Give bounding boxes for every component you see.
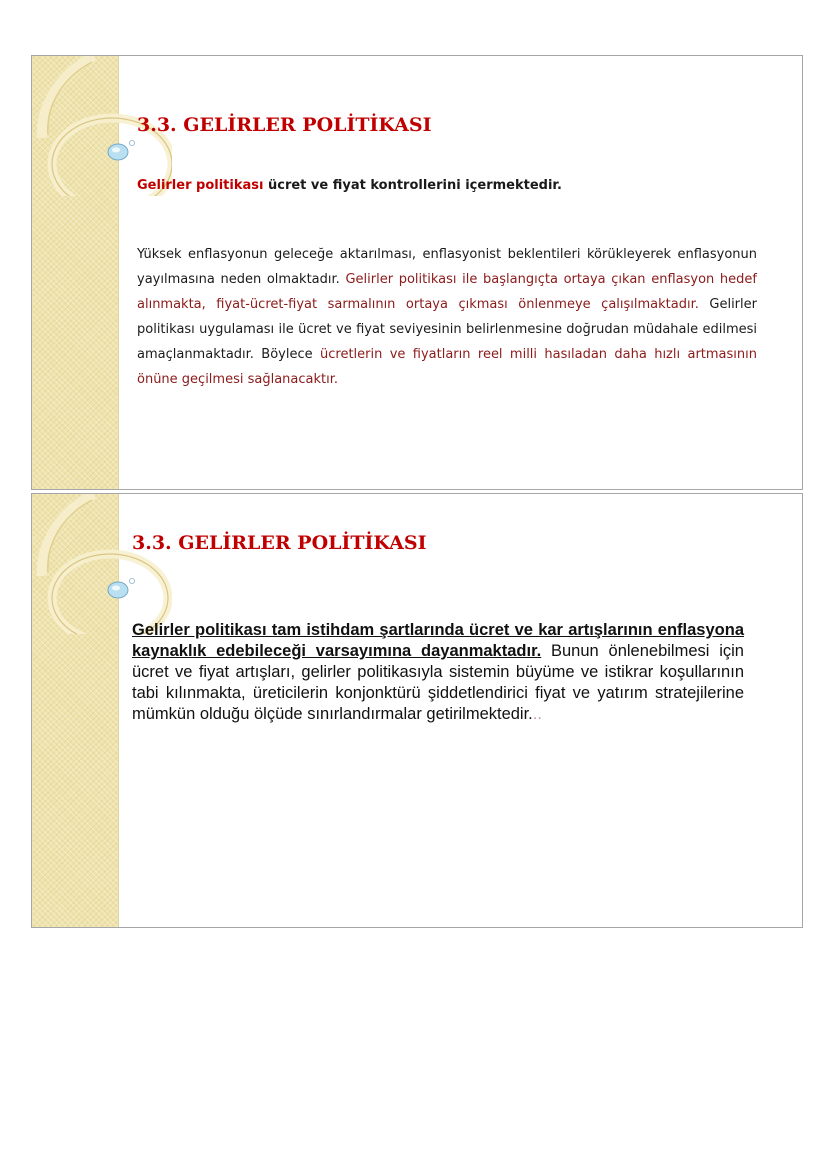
body-paragraph — [132, 620, 744, 725]
trailing-dots: .. — [532, 705, 542, 723]
slide-title: 3.3. GELİRLER POLİTİKASI — [137, 114, 432, 136]
slide-1 — [31, 55, 803, 490]
swirl-bubble-ornament-icon — [32, 494, 172, 634]
body-paragraph — [137, 242, 757, 392]
paragraph-part-1: Yüksek enflasyonun geleceğe aktarılması, enflasyonist beklentileri körükleyerek enflasyonun yayılmasına neden olmaktadır. — [137, 247, 757, 287]
paragraph-part-2: Gelirler politikası ile başlangıçta ortaya çıkan enflasyon hedef alınmakta, fiyat-ücret-fiyat sarmalının ortaya çıkması önlenmeye çalışılmaktadır. — [137, 272, 757, 312]
slide-title: 3.3. GELİRLER POLİTİKASI — [132, 532, 427, 554]
paragraph-part-4: ücretlerin ve fiyatların reel milli hasıladan daha hızlı artmasının önüne geçilmesi sağlanacaktır. — [137, 347, 757, 387]
lead-sentence — [137, 178, 562, 193]
underlined-statement: Gelirler politikası tam istihdam şartlarında ücret ve kar artışlarının enflasyona kaynaklık edebileceği varsayımına dayanmaktadır. — [132, 621, 744, 660]
lead-term: Gelirler politikası — [137, 178, 264, 193]
lead-rest: ücret ve fiyat kontrollerini içermektedir. — [263, 178, 562, 193]
paragraph-rest: Bunun önlenebilmesi için ücret ve fiyat artışları, gelirler politikasıyla sistemin büyüme ve istikrar koşullarının tabi kılınmakta, üreticilerin konjonktürü şiddetlendirici fiyat ve yatırım stratejilerine mümkün olduğu ölçüde sınırlandırmalar getirilmektedir. — [132, 642, 744, 723]
paragraph-part-3: Gelirler politikası uygulaması ile ücret ve fiyat seviyesinin belirlenmesine doğrudan müdahale edilmesi amaçlanmaktadır. Böylece — [137, 297, 757, 362]
slide-2 — [31, 493, 803, 928]
